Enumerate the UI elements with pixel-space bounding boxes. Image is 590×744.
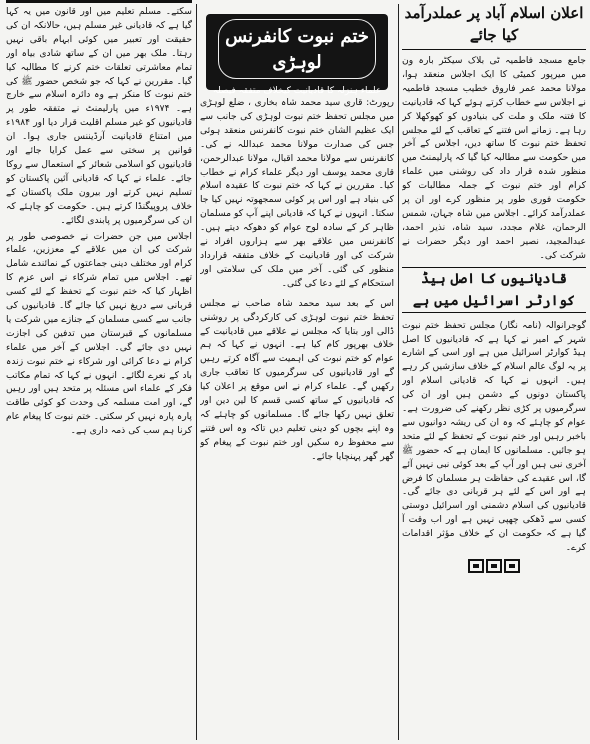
left-column [6, 0, 192, 744]
middle-column [200, 0, 394, 744]
middle-paragraph-1: رپورٹ: قاری سید محمد شاہ بخاری ، ضلع لوہڑی میں مجلس تحفظ ختم نبوت لوہڑی کی جانب سے ایک عظیم الشان ختم نبوت کانفرنس منعقد ہوئی جس کی صدارت مولانا محمد عبداللہ نے کی۔ کانفرنس سے مولانا محمد اقبال، مولانا عبدالرحمن، قاری محمد یوسف اور دیگر علماء کرام نے خطاب کیا۔ مقررین نے کہا کہ ختم نبوت کا عقیدہ اسلام کی بنیاد ہے اور اس پر کوئی سمجھوتہ نہیں کیا جا سکتا۔ انہوں نے کہا کہ قادیانی اپنے آپ کو مسلمان ظاہر کر کے سادہ لوح عوام کو دھوکہ دیتے ہیں۔ کانفرنس میں علاقے بھر سے ہزاروں افراد نے شرکت کی اور قادیانیت کے خلاف متفقہ قرارداد منظور کی گئی۔ آخر میں ملک کی سلامتی اور استحکام کے لئے دعا کی گئی۔ [200, 97, 394, 289]
right-paragraph-1: جامع مسجد فاطمیہ ٹی بلاک سیکٹر بارہ ون میں میرپور کمیٹی کا ایک اجلاس منعقد ہوا، مولانا محمد عمر فاروق خطیب مسجد فاطمیہ نے اجلاس سے خطاب کرتے ہوئے کہا کہ قادیانیت کا فتنہ ملک و ملت کی بنیادوں کو کھوکھلا کر رہا ہے۔ زمانے اس فتنے کے تعاقب کے لئے مجلس تحفظ ختم نبوت کا ساتھ دیں، اجلاس کے آخر میں حکومت سے مطالبہ کیا گیا کہ پارلیمنٹ میں منظور شدہ قرار داد کی روشنی میں علماء کرام اور ختم نبوت کے جملہ مطالبات کو حکومت فوری طور پر منظور کرے اور ان پر عملدرآمد کرائے۔ اجلاس میں شاہ جہان، شمس الرحمان، غلام مجدد، سید شاہ، نذیر احمد، عبدالمجید، نصیر احمد اور دیگر حضرات نے شرکت کی۔ [402, 55, 586, 261]
headline-islamabad: اعلان اسلام آباد پر عملدرآمد کیا جائے [402, 2, 586, 50]
left-paragraph-1: سکتے۔ مسلم تعلیم میں اور قانون میں یہ کہا گیا ہے کہ قادیانی غیر مسلم ہیں، حالانکہ ان کی حقیقت اور تعبیر میں کوئی ابہام باقی نہیں رہتا۔ ملک بھر میں ان کے ساتھ شادی بیاہ اور تمام معاشرتی تعلقات ختم کرنے کا مطالبہ کیا گیا۔ مقررین نے کہا کہ جو شخص حضور ﷺ کی ختم نبوت کا منکر ہے وہ دائرہ اسلام سے خارج ہے۔ ۱۹۷۴ء میں پارلیمنٹ نے متفقہ طور پر قادیانیوں کو غیر مسلم اقلیت قرار دیا اور ۱۹۸۴ء میں امتناع قادیانیت آرڈیننس جاری ہوا۔ ان قوانین پر سختی سے عمل کرایا جائے اور قادیانیوں کو اسلامی شعائر کے استعمال سے روکا جائے۔ علماء نے کہا کہ قادیانی آئین پاکستان کو تسلیم نہیں کرتے اور بیرون ملک پاکستان کے خلاف پروپیگنڈا کرتے ہیں۔ حکومت کو چاہئے کہ ان کی سرگرمیوں پر پابندی لگائے۔ [6, 6, 192, 226]
right-column [402, 0, 586, 744]
conference-banner [206, 14, 388, 96]
column-divider-left [196, 4, 197, 740]
right-paragraph-2: گوجرانوالہ (نامہ نگار) مجلس تحفظ ختم نبوت شہر کے امیر نے کہا ہے کہ قادیانیوں کا اصل ہیڈ کوارٹر اسرائیل میں ہے اور اسی کے اشارے پر یہ لوگ عالم اسلام کے خلاف سازشیں کر رہے ہیں۔ انہوں نے کہا کہ قادیانی اسلام اور پاکستان دونوں کے دشمن ہیں اور ان کی سرگرمیوں پر کڑی نظر رکھنے کی ضرورت ہے۔ عوام کو چاہئے کہ وہ ان کی ریشہ دوانیوں سے باخبر رہیں اور ختم نبوت کے تحفظ کے لئے متحد ہو جائیں۔ مسلمانوں کا ایمان ہے کہ حضور ﷺ آخری نبی ہیں اور آپ کے بعد کوئی نبی نہیں آئے گا، اس عقیدے کی حفاظت ہر مسلمان کا فرض ہے اور اس کے لئے ہر قربانی دی جائے گی۔ قادیانیوں کی اسلام دشمنی اور اسرائیل دوستی کسی سے ڈھکی چھپی نہیں ہے اور اب وقت آ گیا ہے کہ حکومت ان کے خلاف مؤثر اقدامات کرے۔ [402, 319, 586, 554]
left-paragraph-2: اجلاس میں جن حضرات نے خصوصی طور پر شرکت کی ان میں علاقے کے معززین، علماء کرام اور مختلف دینی جماعتوں کے نمائندے شامل تھے۔ اجلاس میں تمام شرکاء نے اس عزم کا اظہار کیا کہ ختم نبوت کے تحفظ کے لئے کسی قربانی سے دریغ نہیں کیا جائے گا۔ قادیانیوں کی جانب سے کسی مسلمان کے جنازے میں شرکت یا مسلمانوں کے قبرستان میں تدفین کی اجازت نہیں دی جائے گی۔ اجلاس کے آخر میں علماء کرام نے دعا کرائی اور شرکاء نے ختم نبوت زندہ باد کے نعرے لگائے۔ انہوں نے کہا کہ تمام مکاتب فکر کے علماء اس مسئلہ پر متحد ہیں اور رہیں گے، اور امت مسلمہ کی وحدت کو کوئی طاقت پارہ پارہ نہیں کر سکتی۔ ختم نبوت کا پیغام عام کرنا ہم سب کی ذمہ داری ہے۔ [6, 230, 192, 437]
end-ornament-icon [468, 559, 520, 573]
column-divider-right [398, 4, 399, 740]
top-strip [6, 0, 192, 3]
banner-subtitle: علماء ہنزلہ کا قادیانیت کیخلاف متفقہ فیصلہ [212, 86, 382, 96]
banner-title: ختم نبوت کانفرنس لوہڑی [218, 19, 376, 79]
headline-israel: قادیانیوں کا اصل ہیڈ کوارٹر اسرائیل میں ہے [402, 267, 586, 313]
middle-paragraph-2: اس کے بعد سید محمد شاہ صاحب نے مجلس تحفظ ختم نبوت لوہڑی کی کارکردگی پر روشنی ڈالی اور بتایا کہ مجلس نے علاقے میں قادیانیت کے خلاف بھرپور کام کیا ہے۔ انہوں نے کہا کہ ہم عوام کو ختم نبوت کی اہمیت سے آگاہ کرتے رہیں گے اور قادیانیوں کی سرگرمیوں کا تعاقب جاری رکھیں گے۔ علماء کرام نے اس موقع پر اعلان کیا کہ قادیانیوں کے ساتھ کسی قسم کا لین دین اور تعلق نہیں رکھا جائے گا۔ مسلمانوں کو چاہئے کہ وہ اپنے بچوں کو دینی تعلیم دیں تاکہ وہ اس فتنے سے محفوظ رہ سکیں اور ختم نبوت کے پیغام کو گھر گھر پہنچایا جائے۔ [200, 297, 394, 462]
end-mark [402, 559, 586, 573]
